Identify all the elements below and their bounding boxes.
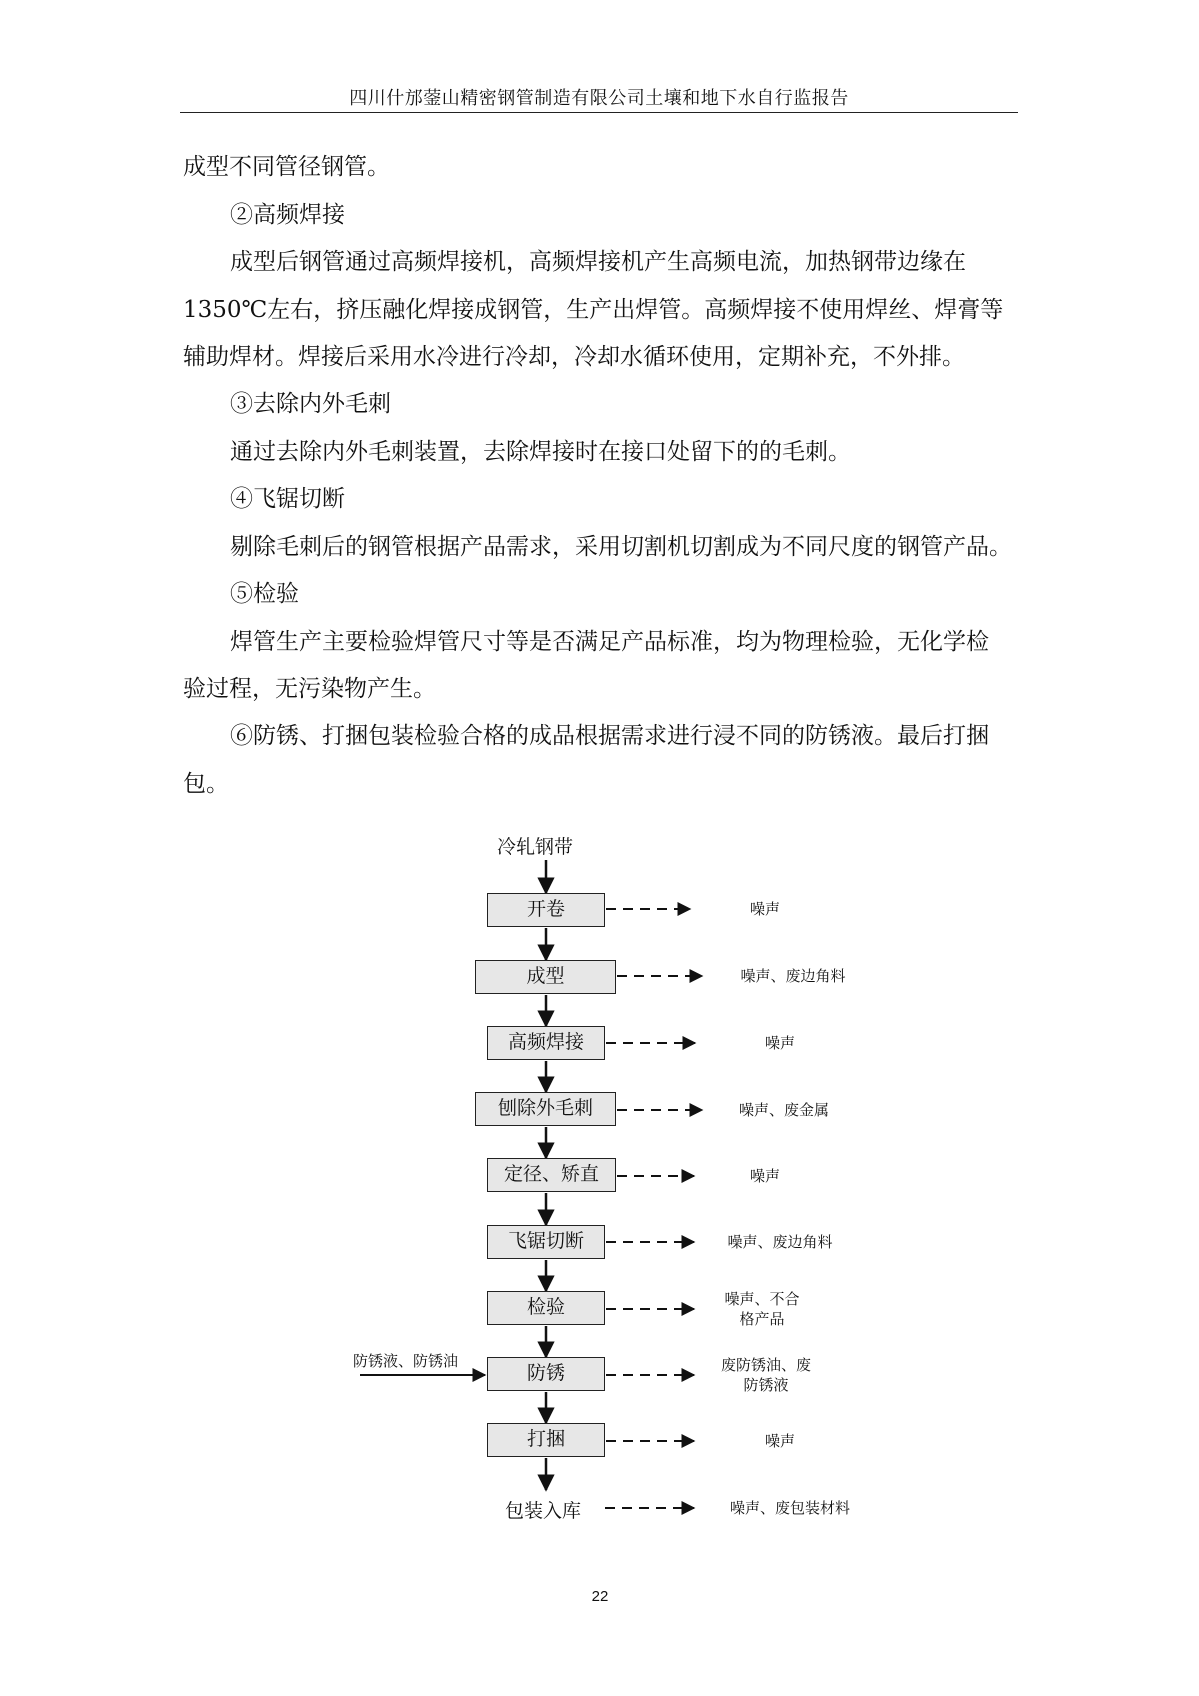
flow-input-label: 冷轧钢带 [497,836,574,858]
paragraph-line: 成型后钢管通过高频焊接机，高频焊接机产生高频电流，加热钢带边缘在 [230,249,966,275]
section-heading: ②高频焊接 [230,202,345,228]
paragraph-line: 验过程，无污染物产生。 [183,676,436,702]
flow-step-cutting: 飞锯切断 [487,1225,605,1259]
paragraph-line: 包。 [183,771,229,797]
flow-step-inspection: 检验 [487,1291,605,1325]
flow-side-input-label: 防锈液、防锈油 [353,1352,459,1370]
flow-output-label: 噪声、不合格产品 [724,1290,800,1328]
flow-step-bundling: 打捆 [487,1423,605,1457]
section-heading: ④飞锯切断 [230,486,345,512]
flow-output-label: 废防锈油、废防锈液 [720,1356,811,1394]
paragraph-line: 剔除毛刺后的钢管根据产品需求，采用切割机切割成为不同尺度的钢管产品。 [230,534,1012,560]
paragraph-line: 焊管生产主要检验焊管尺寸等是否满足产品标准，均为物理检验，无化学检 [230,629,989,655]
section-heading: ③去除内外毛刺 [230,391,391,417]
flow-output-label: 噪声 [764,1034,795,1052]
paragraph-line: 1350℃左右，挤压融化焊接成钢管，生产出焊管。高频焊接不使用焊丝、焊膏等 [183,297,1004,323]
paragraph-line: ⑥防锈、打捆包装检验合格的成品根据需求进行浸不同的防锈液。最后打捆 [230,723,989,749]
flow-output-label: 噪声 [749,1167,780,1185]
section-heading: ⑤检验 [230,581,299,607]
paragraph-line: 辅助焊材。焊接后采用水冷进行冷却，冷却水循环使用，定期补充，不外排。 [183,344,965,370]
flow-output-label: 噪声、废金属 [738,1101,829,1119]
flow-step-uncoil: 开卷 [487,893,605,927]
flow-output-label: 噪声 [749,900,780,918]
output-dashed-arrows [605,909,702,1508]
paragraph-line: 成型不同管径钢管。 [183,154,390,180]
flow-final-label: 包装入库 [505,1500,582,1522]
flow-step-forming: 成型 [475,960,616,994]
flow-output-label: 噪声、废边角料 [740,967,846,985]
paragraph-line: 通过去除内外毛刺装置，去除焊接时在接口处留下的的毛刺。 [230,439,851,465]
flow-output-label: 噪声、废边角料 [727,1233,833,1251]
flow-output-label: 噪声、废包装材料 [729,1499,850,1517]
header-title: 四川什邡蓥山精密钢管制造有限公司土壤和地下水自行监报告 [349,88,849,109]
flow-step-antirust: 防锈 [487,1357,605,1391]
flow-step-deburr: 刨除外毛刺 [475,1092,616,1126]
flow-step-sizing: 定径、矫直 [487,1158,616,1192]
page-number: 22 [591,1588,609,1605]
flow-step-welding: 高频焊接 [487,1026,605,1060]
flow-output-label: 噪声 [764,1432,795,1450]
